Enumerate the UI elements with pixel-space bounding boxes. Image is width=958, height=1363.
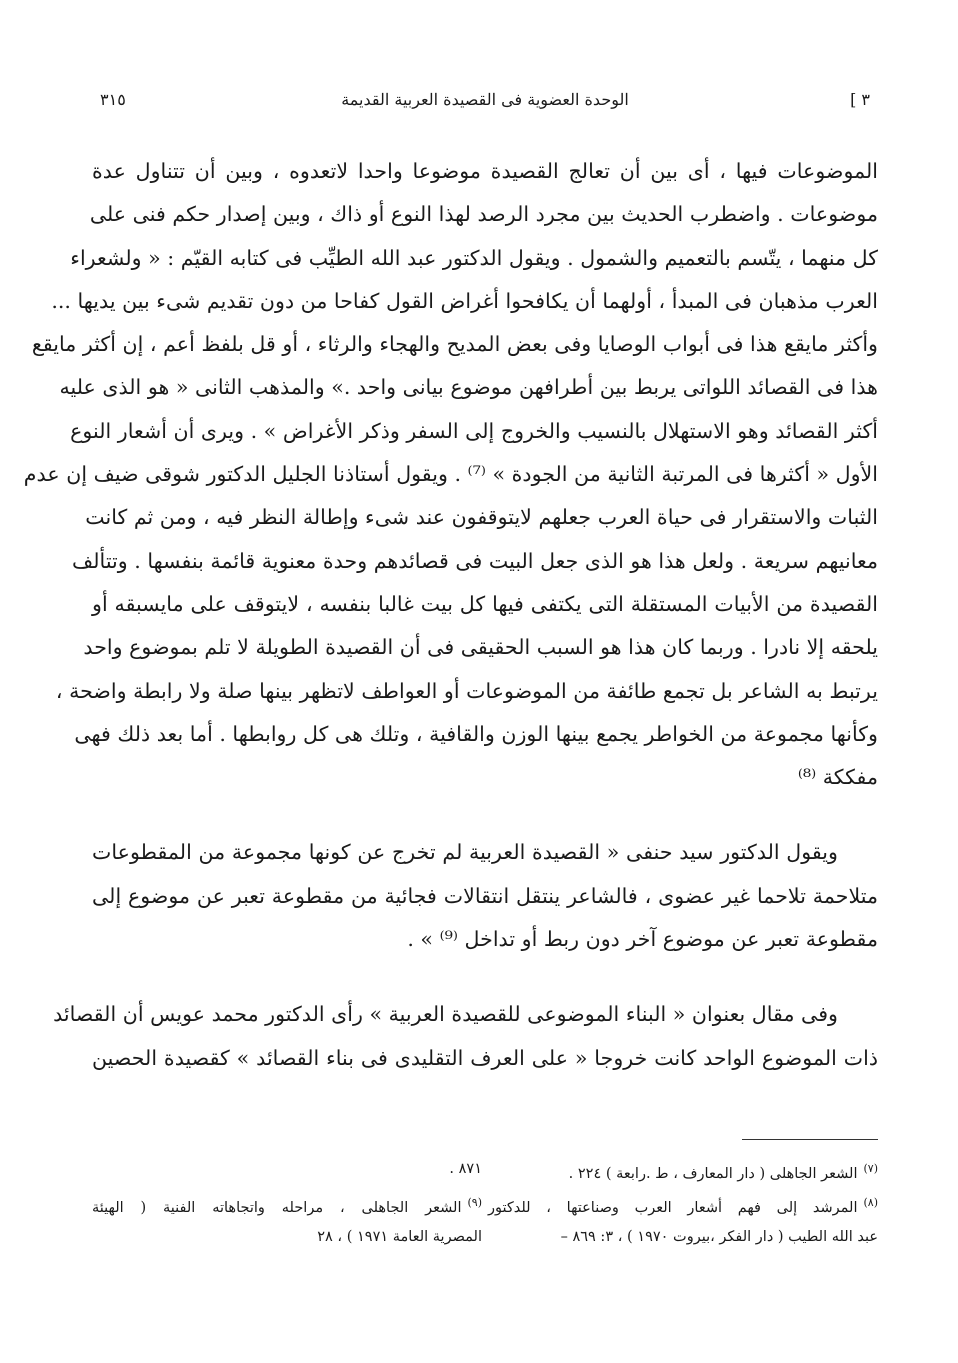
text-line: ذات الموضوع الواحد كانت خروجا « على العرف التقليدى فى بناء القصائد » كقصيدة الحصين bbox=[92, 1045, 878, 1070]
text-line: كل منهما ، يتّسم بالتعميم والشمول . ويقول الدكتور عبد الله الطيِّب فى كتابه القيّم : « ولشعراء bbox=[70, 245, 878, 270]
text-line: العرب مذهبان فى المبدأ ، أولهما أن يكافحوا أغراض القول كفاحا من دون تقديم شىء بين يديها ... bbox=[51, 288, 878, 313]
text-line: مفككة ⁽⁸⁾ bbox=[797, 765, 878, 790]
footnote-text: الشعر الجاهلى ، مراحله واتجاهاته الفنية ( الهيئة bbox=[92, 1199, 462, 1216]
page-number: ٣١٥ bbox=[100, 90, 126, 109]
text-line: الثبات والاستقرار فى حياة العرب جعلهم لايتوقفون عند شىء وإطالة النظر فيه ، ومن ثم كانت bbox=[85, 505, 878, 530]
text-line: أكثر القصائد وهو الاستهلال بالنسيب والخروج إلى السفر وذكر الأغراض » . ويرى أن أشعار النوع bbox=[70, 418, 878, 443]
footnote-number: (٧) bbox=[863, 1162, 878, 1175]
paragraph-2 bbox=[92, 831, 878, 961]
footnote-9-continued bbox=[92, 1220, 482, 1254]
footnote-separator bbox=[742, 1139, 878, 1140]
footnote-7 bbox=[488, 1152, 878, 1186]
paragraph-1 bbox=[23, 150, 878, 799]
body-text bbox=[23, 150, 878, 1080]
text-line: القصيدة من الأبيات المستقلة التى يكتفى فيها كل بيت غالبا بنفسه ، لايتوقف على مايسبقه أو bbox=[92, 591, 878, 616]
footnote-8-end bbox=[92, 1152, 482, 1186]
footnote-9 bbox=[92, 1186, 482, 1220]
section-number: ٣ ] bbox=[850, 90, 870, 109]
text-line: يرتبط به الشاعر بل تجمع طائفة من الموضوعات أو العواطف لاتظهر بينها صلة ولا رابطة واضحة ، bbox=[55, 678, 878, 703]
text-line: مقطوعة تعبر عن موضوع آخر دون ربط أو تداخل ⁽⁹⁾ » . bbox=[407, 927, 878, 952]
footnotes bbox=[92, 1152, 878, 1272]
text-line: وكأنها مجموعة من الخواطر يجمع بينها الوزن والقافية ، وتلك هى كل روابطها . أما بعد ذلك فهى bbox=[74, 721, 878, 746]
text-line: وأكثر مايقع هذا فى أبواب الوصايا وفى بعض المديح والهجاء والرثاء ، أو قل بلفظ أعم ، إن أكثر مايقع bbox=[31, 332, 878, 357]
text-line: هذا فى القصائد اللواتى يربط بين أطرافهن موضوع بيانى واحد .» والمذهب الثانى « هو الذى عليه bbox=[59, 375, 878, 400]
footnote-text: المرشد إلى فهم أشعار العرب وصناعتها ، للدكتور bbox=[488, 1199, 858, 1216]
text-line: الموضوعات فيها ، أى بين أن تعالج القصيدة موضوعا واحدا لاتعدوه ، وبين أن تتناول عدة bbox=[92, 159, 878, 183]
footnotes-right-column bbox=[488, 1152, 878, 1254]
text-line: معانيهم سريعة . ولعل هذا هو الذى جعل البيت فى قصائدهم وحدة معنوية قائمة بنفسها . وتتألف bbox=[71, 548, 878, 573]
text-line: متلاحمة تلاحما غير عضوى ، فالشاعر ينتقل انتقالات فجائية من مقطوعة تعبر عن موضوع إلى bbox=[92, 883, 878, 908]
footnote-8-continued bbox=[488, 1220, 878, 1254]
text-line: ويقول الدكتور سيد حنفى « القصيدة العربية لم تخرج عن كونها مجموعة من المقطوعات bbox=[92, 840, 838, 865]
footnote-text: عبد الله الطيب ( دار الفكر ،بيروت ١٩٧٠ ) ، ٣: ٨٦٩ – bbox=[560, 1229, 878, 1245]
footnote-text: ٨٧١ . bbox=[449, 1161, 482, 1177]
text-line: الأول « أكثرها فى المرتبة الثانية من الجودة » ⁽⁷⁾ . ويقول أستاذنا الجليل الدكتور شوقى ضيف إن عدم bbox=[23, 462, 878, 487]
running-header bbox=[100, 90, 870, 116]
footnote-text: المصرية العامة ١٩٧١ ) ، ٢٨ bbox=[317, 1229, 482, 1245]
footnote-number: (٨) bbox=[863, 1196, 878, 1209]
footnote-text: الشعر الجاهلى ( دار المعارف ، ط .رابعة ) ٢٢٤ . bbox=[568, 1165, 858, 1182]
footnote-8 bbox=[488, 1186, 878, 1220]
text-line: يلحقه إلا نادرا . وربما كان هذا هو السبب الحقيقى فى أن القصيدة الطويلة لا تلم بموضوع واحد bbox=[83, 635, 878, 660]
text-line: موضوعات . واضطرب الحديث بين مجرد الرصد لهذا النوع أو ذاك ، وبين إصدار حكم فنى على bbox=[89, 202, 878, 227]
footnote-number: (٩) bbox=[467, 1196, 482, 1209]
paragraph-3 bbox=[53, 993, 878, 1080]
footnotes-left-column bbox=[92, 1152, 482, 1254]
running-title: الوحدة العضوية فى القصيدة العربية القديمة bbox=[341, 90, 629, 109]
text-line: وفى مقال بعنوان « البناء الموضوعى للقصيدة العربية » رأى الدكتور محمد عويس أن القصائد bbox=[53, 1002, 838, 1027]
